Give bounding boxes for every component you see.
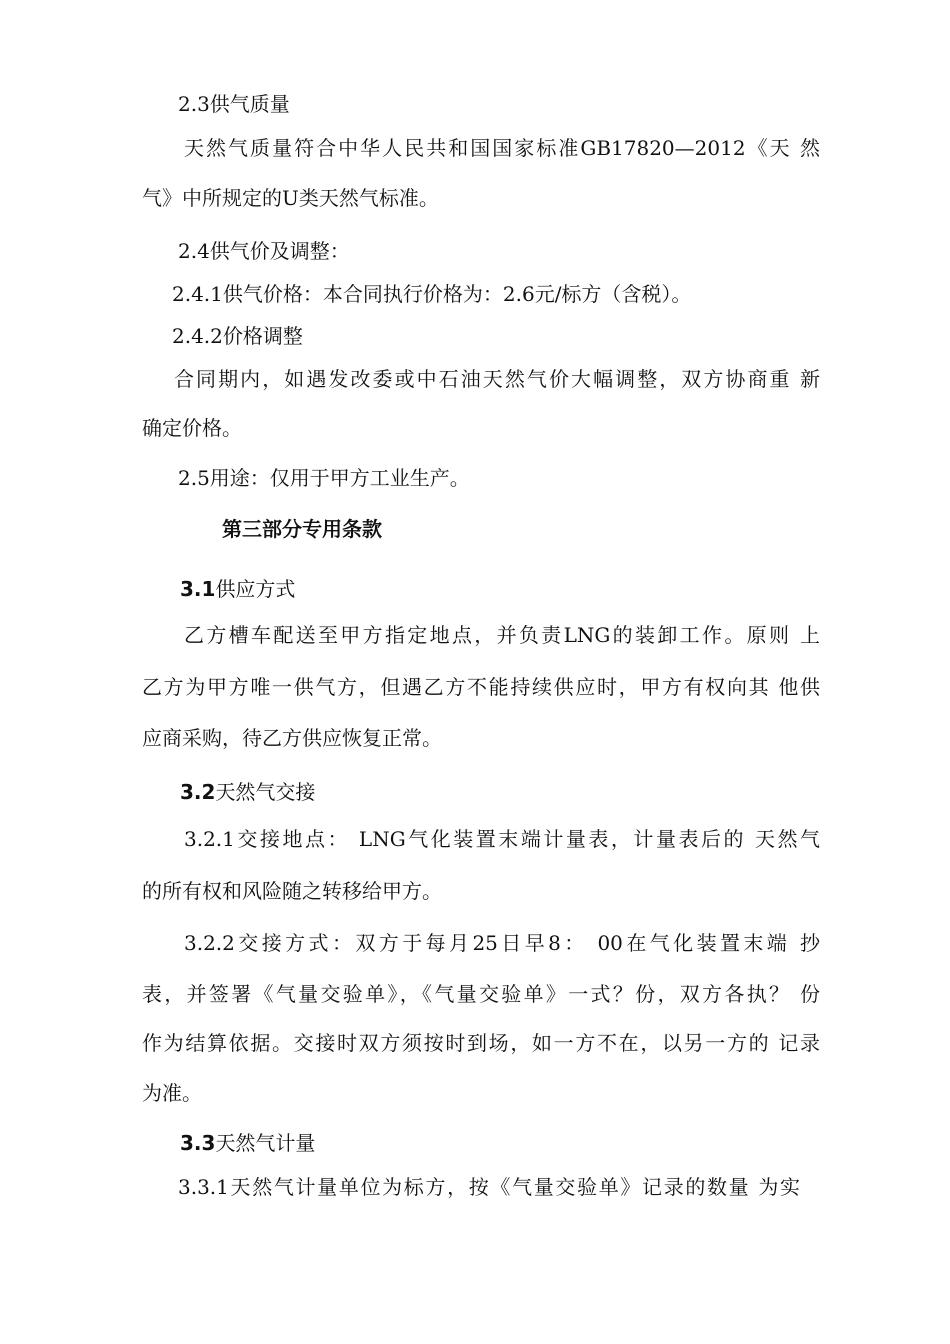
paragraph-line: 的所有权和风险随之转移给甲方。 — [142, 879, 442, 903]
section-2-3-heading: 2.3供气质量 — [178, 92, 290, 116]
paragraph-line: 应商采购，待乙方供应恢复正常。 — [142, 726, 442, 750]
paragraph-line: 乙方为甲方唯一供气方，但遇乙方不能持续供应时，甲方有权向其 他供 — [142, 675, 820, 699]
paragraph-line: 确定价格。 — [142, 416, 242, 440]
section-title: 天然气交接 — [215, 780, 316, 804]
paragraph-line: 合同期内，如遇发改委或中石油天然气价大幅调整，双方协商重 新 — [174, 367, 820, 391]
paragraph-line: 乙方槽车配送至甲方指定地点，并负责LNG的装卸工作。原则 上 — [184, 623, 820, 647]
part-3-title: 第三部分专用条款 — [222, 517, 382, 541]
section-number: 3.2 — [180, 780, 216, 804]
section-3-1-heading — [180, 579, 295, 599]
section-number: 3.1 — [180, 577, 216, 601]
clause-2-4-2: 2.4.2价格调整 — [172, 324, 303, 348]
paragraph-line: 表，并签署《气量交验单》，《气量交验单》一式？份，双方各执？ 份 — [142, 982, 820, 1006]
section-title: 供应方式 — [215, 577, 296, 601]
section-number: 3.3 — [180, 1131, 216, 1155]
paragraph-line: 天然气质量符合中华人民共和国国家标准GB17820—2012《天 然 — [184, 136, 820, 160]
clause-2-4-1: 2.4.1供气价格：本合同执行价格为：2.6元/标方（含税）。 — [172, 282, 692, 306]
section-3-3-heading — [180, 1133, 315, 1153]
section-2-4-heading: 2.4供气价及调整： — [178, 239, 350, 263]
paragraph-line: 作为结算依据。交接时双方须按时到场，如一方不在，以另一方的 记录 — [142, 1031, 820, 1055]
clause-3-2-2: 3.2.2交接方式：双方于每月25日早8： 00在气化装置末端 抄 — [184, 931, 820, 955]
section-2-5: 2.5用途：仅用于甲方工业生产。 — [178, 466, 470, 490]
clause-3-3-1: 3.3.1天然气计量单位为标方，按《气量交验单》记录的数量 为实 — [178, 1175, 800, 1199]
paragraph-line: 为准。 — [142, 1081, 202, 1105]
section-title: 天然气计量 — [215, 1131, 316, 1155]
paragraph-line: 气》中所规定的U类天然气标准。 — [142, 186, 439, 210]
section-3-2-heading — [180, 782, 315, 802]
clause-3-2-1: 3.2.1交接地点： LNG气化装置末端计量表，计量表后的 天然气 — [184, 827, 820, 851]
